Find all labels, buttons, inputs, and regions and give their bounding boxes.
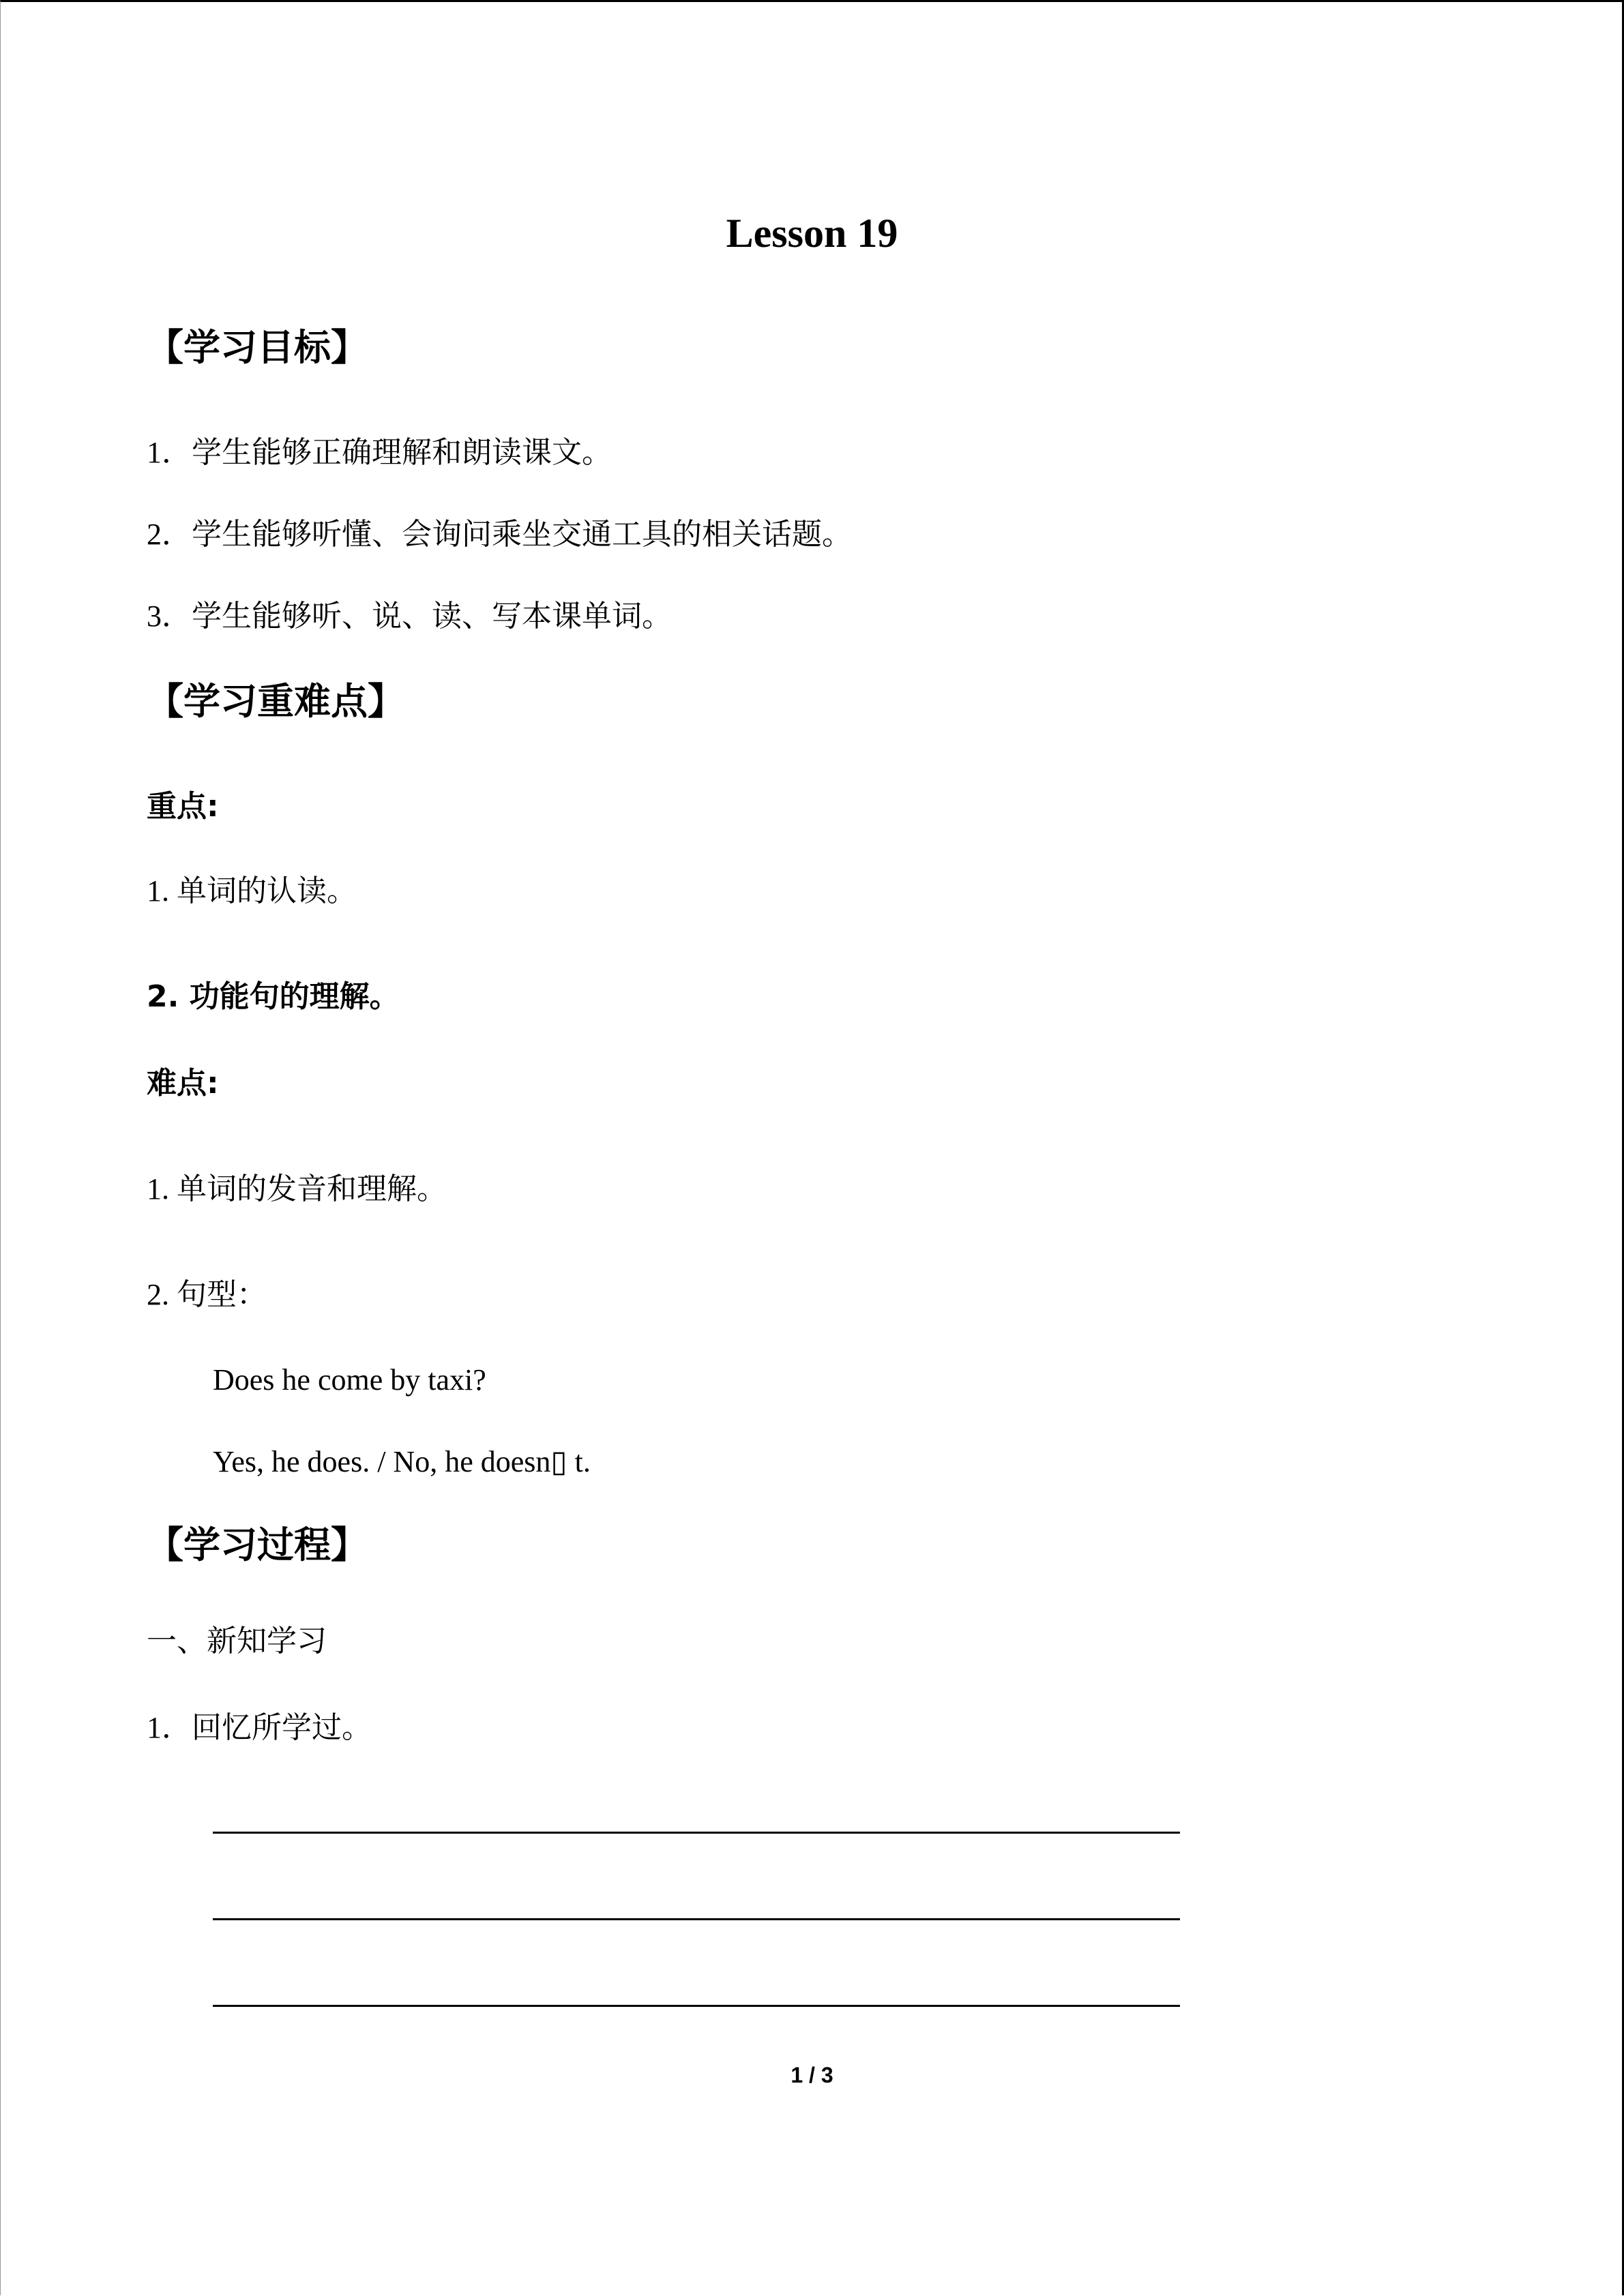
example-sentence-1: Does he come by taxi? — [213, 1363, 486, 1397]
example-sentence-2: Yes, he does. / No, he doesn▯ t. — [213, 1445, 591, 1478]
difficulty-label: 难点: — [147, 1066, 219, 1101]
page-number: 1 / 3 — [791, 2063, 833, 2087]
answer-line-1[interactable] — [213, 1832, 1180, 1834]
process-part-one: 一、新知学习 — [147, 1624, 327, 1658]
focus-item-1: 1. 单词的认读。 — [147, 874, 357, 908]
objective-item-3: 3．学生能够听、说、读、写本课单词。 — [147, 599, 672, 633]
process-heading: 【学习过程】 — [147, 1523, 368, 1566]
objectives-heading: 【学习目标】 — [147, 326, 368, 369]
process-step-one: 1．回忆所学过。 — [147, 1711, 372, 1744]
focus-item-2: 2. 功能句的理解。 — [147, 979, 400, 1014]
key-points-heading: 【学习重难点】 — [147, 680, 404, 723]
document-title: Lesson 19 — [726, 211, 898, 256]
answer-line-2[interactable] — [213, 1918, 1180, 1920]
focus-label: 重点: — [147, 789, 219, 824]
objective-item-1: 1．学生能够正确理解和朗读课文。 — [147, 436, 612, 469]
objective-item-2: 2．学生能够听懂、会询问乘坐交通工具的相关话题。 — [147, 518, 852, 551]
difficulty-item-2: 2. 句型： — [147, 1278, 267, 1311]
difficulty-item-1: 1. 单词的发音和理解。 — [147, 1172, 447, 1206]
answer-line-3[interactable] — [213, 2005, 1180, 2007]
